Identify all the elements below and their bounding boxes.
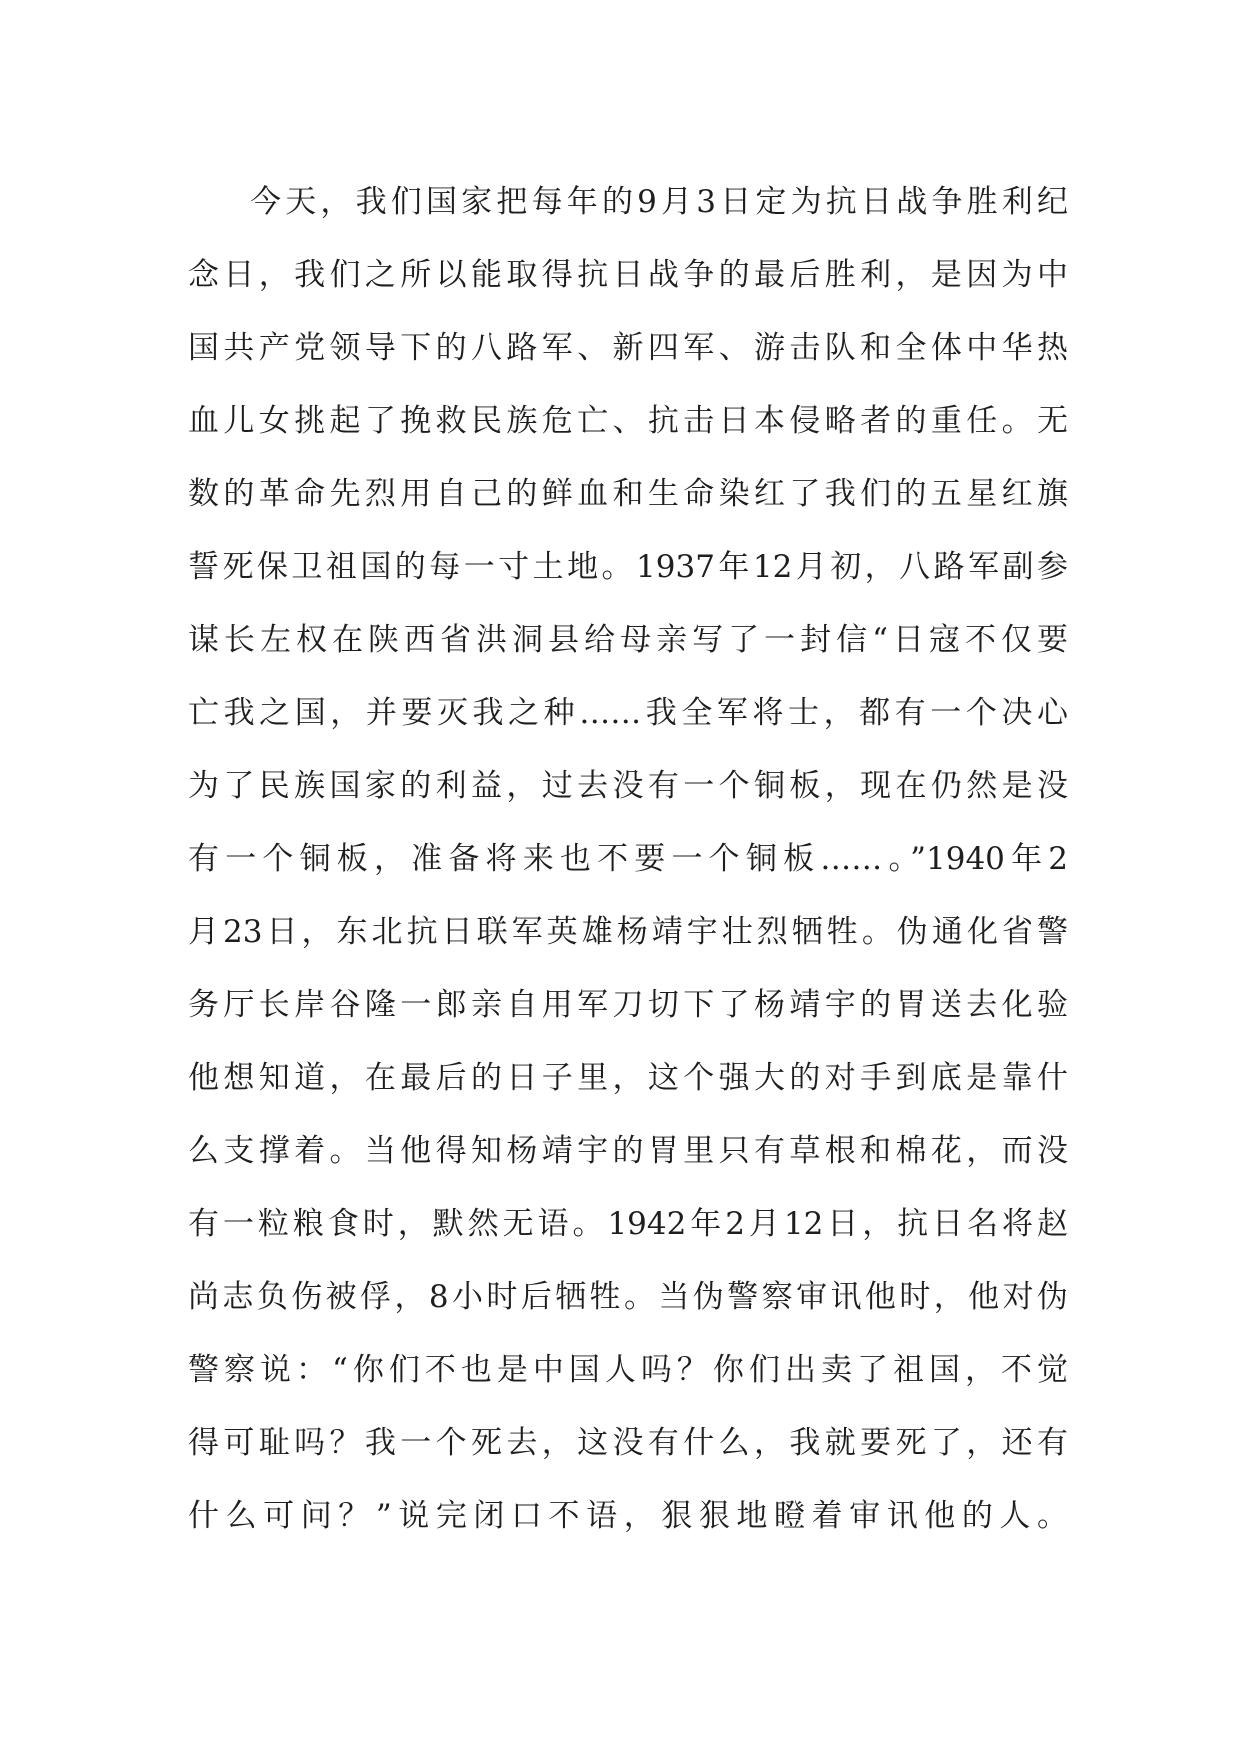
paragraph-line-19: 什么可问？”说完闭口不语，狠狠地瞪着审讯他的人。 (188, 1498, 1068, 1534)
paragraph-line-3: 国共产党领导下的八路军、新四军、游击队和全体中华热 (188, 330, 1068, 366)
paragraph-line-6: 誓死保卫祖国的每一寸土地。1937年12月初，八路军副参 (188, 549, 1068, 585)
paragraph-line-16: 尚志负伤被俘，8小时后牺牲。当伪警察审讯他时，他对伪 (188, 1279, 1068, 1315)
paragraph-line-14: 么支撑着。当他得知杨靖宇的胃里只有草根和棉花，而没 (188, 1133, 1068, 1169)
paragraph-line-5: 数的革命先烈用自己的鲜血和生命染红了我们的五星红旗 (188, 476, 1068, 512)
body-paragraph (188, 166, 1068, 1553)
paragraph-line-13: 他想知道，在最后的日子里，这个强大的对手到底是靠什 (188, 1060, 1068, 1096)
paragraph-line-17: 警察说：“你们不也是中国人吗？你们出卖了祖国，不觉 (188, 1352, 1068, 1388)
paragraph-line-7: 谋长左权在陕西省洪洞县给母亲写了一封信“日寇不仅要 (188, 622, 1068, 658)
paragraph-line-2: 念日，我们之所以能取得抗日战争的最后胜利，是因为中 (188, 257, 1068, 293)
paragraph-line-12: 务厅长岸谷隆一郎亲自用军刀切下了杨靖宇的胃送去化验 (188, 987, 1068, 1023)
paragraph-line-8: 亡我之国，并要灭我之种……我全军将士，都有一个决心 (188, 695, 1068, 731)
paragraph-line-10: 有一个铜板，准备将来也不要一个铜板……。”1940年2 (188, 841, 1068, 877)
paragraph-line-11: 月23日，东北抗日联军英雄杨靖宇壮烈牺牲。伪通化省警 (188, 914, 1068, 950)
paragraph-line-18: 得可耻吗？我一个死去，这没有什么，我就要死了，还有 (188, 1425, 1068, 1461)
paragraph-line-9: 为了民族国家的利益，过去没有一个铜板，现在仍然是没 (188, 768, 1068, 804)
paragraph-line-1: 今天，我们国家把每年的9月3日定为抗日战争胜利纪 (250, 184, 1068, 220)
paragraph-line-4: 血儿女挑起了挽救民族危亡、抗击日本侵略者的重任。无 (188, 403, 1068, 439)
paragraph-line-15: 有一粒粮食时，默然无语。1942年2月12日，抗日名将赵 (188, 1206, 1068, 1242)
